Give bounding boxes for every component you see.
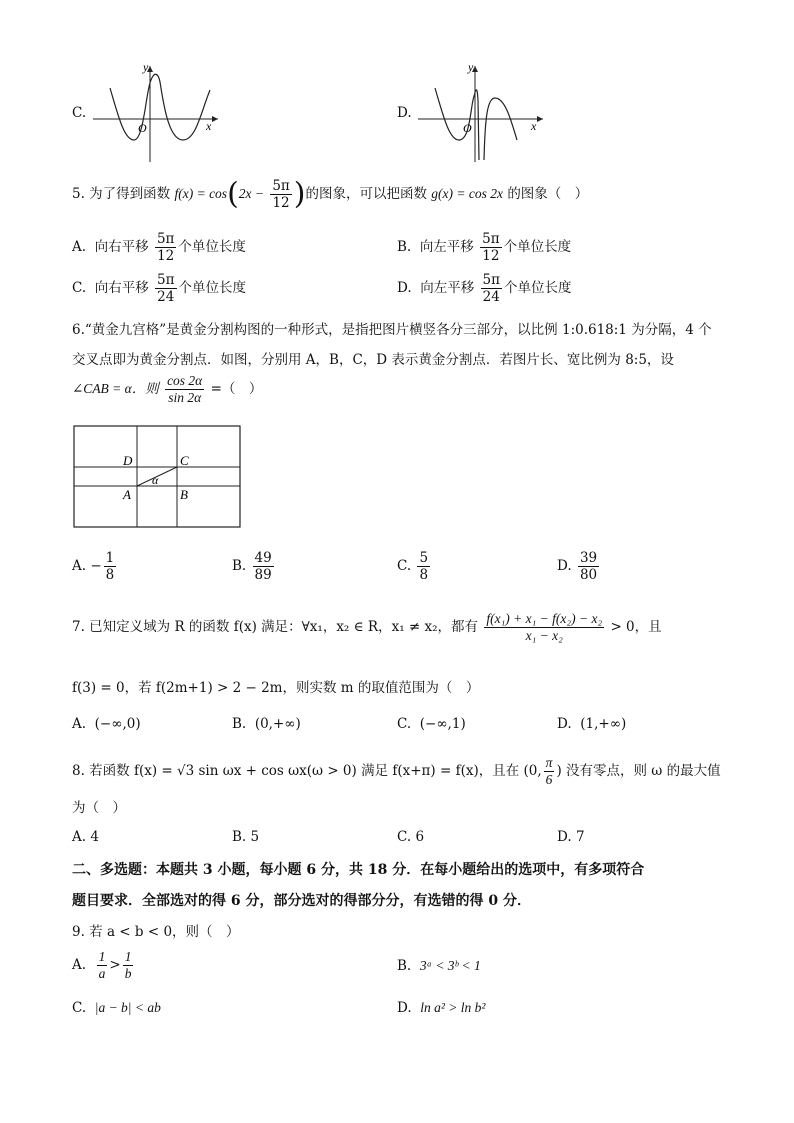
- q8-line2: 为（ ）: [72, 800, 126, 816]
- q8-option-c[interactable]: C. 6: [397, 829, 425, 845]
- q9-option-d[interactable]: D. ln a² > ln b²: [397, 1000, 486, 1016]
- q9-stem: 9. 若 a < b < 0，则（ ）: [72, 924, 240, 940]
- q5-fraction: [270, 179, 291, 210]
- q6-line1: 6.“黄金九宫格”是黄金分割构图的一种形式，是指把图片横竖各分三部分，以比例 1:0.618:1 为分隔，4 个: [72, 322, 712, 338]
- q7-line1: 7. 已知定义域为 R 的函数 f(x) 满足：∀x₁，x₂ ∈ R，x₁ ≠ x₂，都有 $\frac{\text{f(x₁) + x₁ − f(x₂) − x₂}}{\text{x₁ − x₂}}$ > 0，且: [72, 611, 662, 644]
- section2-heading-line1: 二、多选题：本题共 3 小题，每小题 6 分，共 18 分．在每小题给出的选项中，有多项符合: [72, 862, 645, 878]
- q4-graph-d: [413, 60, 553, 165]
- q6-option-c[interactable]: C. $\frac{5}{8}$: [397, 550, 429, 584]
- q9-option-a[interactable]: A. $\frac{1}{a}$ > $\frac{1}{b}$: [72, 949, 132, 982]
- q7-line2: f(3) = 0，若 f(2m+1) > 2 − 2m，则实数 m 的取值范围为（ ）: [72, 680, 480, 696]
- q5-stem-end: 的图象（ ）: [507, 186, 589, 203]
- q7-option-c[interactable]: C. (−∞,1): [397, 716, 466, 732]
- q5-func: f(x) = cos: [174, 186, 228, 202]
- q4-option-d-label: D.: [397, 105, 412, 121]
- q4-option-c-label: C.: [72, 105, 87, 121]
- q8-option-b[interactable]: B. 5: [232, 829, 260, 845]
- q5-inner: 2x −: [238, 186, 265, 202]
- q6-option-d[interactable]: D. $\frac{39}{80}$: [557, 550, 598, 584]
- q5-stem-start: 5. 为了得到函数: [72, 186, 171, 203]
- q7-option-b[interactable]: B. (0,+∞): [232, 716, 301, 732]
- q5-stem-mid: 的图象，可以把函数: [305, 186, 427, 203]
- x-axis-label: x: [206, 119, 212, 133]
- q8-option-a[interactable]: A. 4: [72, 829, 99, 845]
- q6-line2: 交叉点即为黄金分割点．如图，分别用 A，B，C，D 表示黄金分割点．若图片长、宽比例为 8:5，设: [72, 352, 674, 368]
- q9-option-b[interactable]: B. 3ᵃ < 3ᵇ < 1: [397, 958, 481, 974]
- x-axis-label: x: [531, 119, 537, 133]
- section2-heading-line2: 题目要求．全部选对的得 6 分，部分选对的得部分分，有选错的得 0 分．: [72, 893, 531, 909]
- y-axis-label: y: [468, 60, 474, 74]
- point-c-label: C: [180, 453, 189, 468]
- q7-option-a[interactable]: A. (−∞,0): [72, 716, 141, 732]
- q5-frac-den: 12: [272, 195, 290, 212]
- point-a-label: A: [123, 487, 131, 502]
- origin-label: O: [463, 121, 472, 135]
- origin-label: O: [138, 121, 147, 135]
- q6-line3: ∠CAB = α．则 $\frac{\cos 2\alpha}{\sin 2\alpha}$ =（ ）: [72, 373, 263, 406]
- q5-g-func: g(x) = cos 2x: [431, 186, 504, 202]
- q8-line1: 8. 若函数 f(x) = √3 sin ωx + cos ωx(ω > 0) 满足 f(x+π) = f(x)，且在 (0, $\frac{\pi}{6}$ ) 没有零点，则 ω 的最大值: [72, 755, 721, 788]
- point-d-label: D: [123, 453, 133, 468]
- q7-option-d[interactable]: D. (1,+∞): [557, 716, 627, 732]
- q4-graph-c: [88, 60, 228, 165]
- q5-option-b[interactable]: B. 向左平移 $\frac{5\pi}{12}$ 个单位长度: [397, 231, 572, 265]
- q5-option-d[interactable]: D. 向左平移 $\frac{5\pi}{24}$ 个单位长度: [397, 272, 572, 306]
- point-b-label: B: [180, 487, 188, 502]
- q8-option-d[interactable]: D. 7: [557, 829, 585, 845]
- golden-grid-figure: [73, 425, 243, 529]
- q5-stem: 5. 为了得到函数 f(x) = cos(2x − $\frac{5\pi}{12}$ )的图象，可以把函数 g(x) = cos 2x 的图象（ ）: [72, 176, 589, 212]
- q6-option-a[interactable]: A. − $\frac{1}{8}$: [72, 550, 115, 584]
- q5-frac-num: 5π: [272, 178, 290, 194]
- q5-option-a[interactable]: A. 向右平移 $\frac{5\pi}{12}$ 个单位长度: [72, 231, 246, 265]
- q6-option-b[interactable]: B. $\frac{49}{89}$: [232, 550, 272, 584]
- y-axis-label: y: [143, 60, 149, 74]
- q9-option-c[interactable]: C. |a − b| < ab: [72, 1000, 161, 1016]
- angle-alpha-label: α: [152, 473, 159, 487]
- q5-option-c[interactable]: C. 向右平移 $\frac{5\pi}{24}$ 个单位长度: [72, 272, 246, 306]
